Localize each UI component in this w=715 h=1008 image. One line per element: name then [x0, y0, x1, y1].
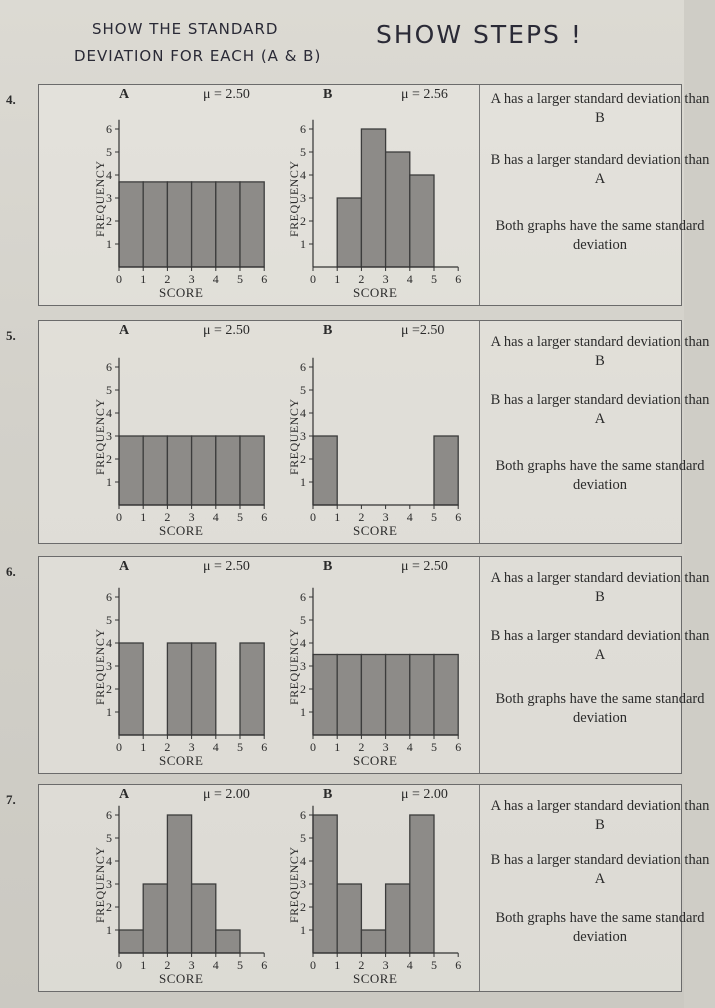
histogram-bar	[313, 815, 337, 953]
x-tick-label: 0	[310, 958, 316, 972]
histogram-bar	[434, 655, 458, 736]
y-tick-label: 6	[300, 808, 306, 822]
graph-mean: μ = 2.50	[401, 559, 448, 574]
y-axis-label: FREQUENCY	[287, 846, 301, 923]
histogram-bar	[240, 643, 264, 735]
histogram-a	[85, 321, 275, 543]
x-tick-label: 0	[310, 272, 316, 286]
x-tick-label: 4	[212, 272, 219, 286]
graph-mean: μ = 2.00	[203, 787, 250, 802]
y-tick-label: 6	[300, 122, 306, 136]
y-axis-label: FREQUENCY	[93, 628, 107, 705]
handwritten-note-show-steps: SHOW STEPS !	[376, 20, 583, 49]
y-tick-label: 4	[300, 854, 306, 868]
x-tick-label: 3	[382, 958, 389, 972]
histogram-bar	[119, 643, 143, 735]
x-tick-label: 2	[164, 272, 171, 286]
problem-7	[38, 784, 710, 992]
histogram-bar	[337, 198, 361, 267]
histogram-bar	[386, 655, 410, 736]
y-tick-label: 5	[106, 145, 112, 159]
y-tick-label: 4	[106, 636, 112, 650]
histogram-bar	[167, 815, 191, 953]
y-tick-label: 6	[106, 122, 112, 136]
y-tick-label: 4	[300, 636, 306, 650]
graph-mean: μ = 2.50	[203, 323, 250, 338]
x-tick-label: 2	[358, 958, 365, 972]
y-tick-label: 1	[106, 705, 112, 719]
x-tick-label: 3	[188, 272, 195, 286]
y-tick-label: 4	[106, 168, 112, 182]
x-tick-label: 4	[212, 958, 219, 972]
x-tick-label: 1	[140, 272, 147, 286]
y-axis-label: FREQUENCY	[93, 398, 107, 475]
histogram-svg	[85, 557, 275, 773]
histogram-bar	[192, 182, 216, 267]
x-tick-label: 3	[188, 510, 195, 524]
x-tick-label: 3	[382, 740, 389, 754]
x-tick-label: 6	[261, 272, 268, 286]
histogram-bar	[240, 436, 264, 505]
y-tick-label: 3	[300, 659, 306, 673]
x-tick-label: 4	[212, 510, 219, 524]
problem-number: 4.	[6, 92, 16, 107]
y-axis-label: FREQUENCY	[93, 846, 107, 923]
x-tick-label: 3	[188, 740, 195, 754]
x-axis-label: SCORE	[353, 753, 398, 768]
y-tick-label: 5	[106, 831, 112, 845]
histogram-b	[279, 557, 469, 773]
choice-b-larger: B has a larger standard deviation than A	[490, 392, 710, 427]
x-tick-label: 1	[140, 510, 147, 524]
graph-letter: A	[119, 559, 130, 574]
histogram-bar	[216, 930, 240, 953]
histogram-bar	[216, 182, 240, 267]
graph-letter: B	[323, 559, 333, 574]
x-axis-label: SCORE	[159, 523, 204, 538]
y-tick-label: 1	[300, 923, 306, 937]
problem-6	[38, 556, 710, 774]
histogram-bar	[337, 884, 361, 953]
histogram-bar	[192, 884, 216, 953]
x-tick-label: 3	[382, 510, 389, 524]
x-axis-label: SCORE	[159, 971, 204, 986]
graph-mean: μ = 2.50	[203, 87, 250, 102]
choice-same: Both graphs have the same standard deviation	[495, 218, 705, 253]
y-axis-label: FREQUENCY	[287, 398, 301, 475]
y-tick-label: 1	[300, 237, 306, 251]
handwritten-note-subtitle: DEVIATION FOR EACH (A & B)	[74, 47, 322, 65]
histogram-bar	[167, 182, 191, 267]
graph-mean: μ = 2.00	[401, 787, 448, 802]
problem-5	[38, 320, 710, 544]
x-tick-label: 5	[237, 510, 243, 524]
x-tick-label: 4	[406, 272, 413, 286]
y-tick-label: 1	[300, 475, 306, 489]
histogram-bar	[240, 182, 264, 267]
histogram-bar	[192, 436, 216, 505]
y-tick-label: 3	[300, 877, 306, 891]
problem-divider	[479, 557, 480, 773]
y-tick-label: 5	[300, 831, 306, 845]
graph-letter: B	[323, 87, 333, 102]
problem-number: 7.	[6, 792, 16, 807]
y-tick-label: 4	[106, 406, 112, 420]
x-tick-label: 6	[261, 958, 268, 972]
histogram-a	[85, 557, 275, 773]
x-tick-label: 3	[188, 958, 195, 972]
y-tick-label: 2	[300, 900, 306, 914]
y-tick-label: 5	[300, 145, 306, 159]
graph-mean: μ =2.50	[401, 323, 445, 338]
histogram-bar	[410, 175, 434, 267]
y-tick-label: 6	[300, 360, 306, 374]
x-tick-label: 2	[358, 740, 365, 754]
y-tick-label: 1	[106, 923, 112, 937]
choice-a-larger: A has a larger standard deviation than B	[490, 91, 710, 126]
choice-same: Both graphs have the same standard deviation	[495, 691, 705, 726]
x-axis-label: SCORE	[159, 753, 204, 768]
graph-letter: A	[119, 323, 130, 338]
problem-divider	[479, 785, 480, 991]
y-tick-label: 3	[300, 429, 306, 443]
x-tick-label: 5	[237, 958, 243, 972]
x-axis-label: SCORE	[353, 971, 398, 986]
y-tick-label: 6	[106, 360, 112, 374]
x-tick-label: 4	[406, 958, 413, 972]
histogram-a	[85, 85, 275, 305]
x-axis-label: SCORE	[159, 285, 204, 300]
histogram-svg	[85, 785, 275, 991]
x-axis-label: SCORE	[353, 523, 398, 538]
histogram-bar	[119, 182, 143, 267]
histogram-bar	[361, 655, 385, 736]
x-tick-label: 1	[140, 958, 147, 972]
graph-letter: A	[119, 87, 130, 102]
histogram-a	[85, 785, 275, 991]
y-tick-label: 3	[106, 191, 112, 205]
x-tick-label: 6	[455, 510, 462, 524]
x-tick-label: 0	[116, 272, 122, 286]
histogram-bar	[434, 436, 458, 505]
histogram-bar	[143, 182, 167, 267]
x-tick-label: 0	[310, 740, 316, 754]
histogram-svg	[279, 557, 469, 773]
y-axis-label: FREQUENCY	[287, 628, 301, 705]
histogram-bar	[313, 655, 337, 736]
problem-number: 6.	[6, 564, 16, 579]
graph-mean: μ = 2.56	[401, 87, 448, 102]
x-axis-label: SCORE	[353, 285, 398, 300]
y-tick-label: 2	[106, 900, 112, 914]
y-axis-label: FREQUENCY	[93, 160, 107, 237]
x-tick-label: 0	[116, 510, 122, 524]
y-tick-label: 2	[106, 214, 112, 228]
x-tick-label: 2	[164, 510, 171, 524]
histogram-svg	[279, 785, 469, 991]
y-tick-label: 2	[300, 682, 306, 696]
histogram-bar	[143, 884, 167, 953]
histogram-bar	[410, 815, 434, 953]
graph-letter: B	[323, 323, 333, 338]
x-tick-label: 5	[431, 272, 437, 286]
y-tick-label: 6	[106, 590, 112, 604]
x-tick-label: 1	[140, 740, 147, 754]
x-tick-label: 5	[431, 740, 437, 754]
x-tick-label: 3	[382, 272, 389, 286]
graph-letter: B	[323, 787, 333, 802]
x-tick-label: 6	[455, 740, 462, 754]
histogram-bar	[313, 436, 337, 505]
problem-divider	[479, 85, 480, 305]
histogram-bar	[216, 436, 240, 505]
choice-b-larger: B has a larger standard deviation than A	[490, 852, 710, 887]
problem-divider	[479, 321, 480, 543]
histogram-bar	[410, 655, 434, 736]
x-tick-label: 2	[358, 510, 365, 524]
y-tick-label: 5	[300, 383, 306, 397]
x-tick-label: 0	[116, 740, 122, 754]
x-tick-label: 2	[164, 740, 171, 754]
y-tick-label: 1	[300, 705, 306, 719]
histogram-b	[279, 321, 469, 543]
histogram-bar	[337, 655, 361, 736]
y-tick-label: 2	[300, 452, 306, 466]
y-tick-label: 5	[106, 613, 112, 627]
choice-same: Both graphs have the same standard deviation	[495, 458, 705, 493]
y-tick-label: 4	[300, 406, 306, 420]
x-tick-label: 0	[116, 958, 122, 972]
histogram-bar	[192, 643, 216, 735]
histogram-bar	[143, 436, 167, 505]
x-tick-label: 4	[212, 740, 219, 754]
y-tick-label: 4	[106, 854, 112, 868]
x-tick-label: 1	[334, 958, 341, 972]
x-tick-label: 2	[358, 272, 365, 286]
x-tick-label: 1	[334, 510, 341, 524]
y-tick-label: 1	[106, 475, 112, 489]
choice-a-larger: A has a larger standard deviation than B	[490, 798, 710, 833]
choice-b-larger: B has a larger standard deviation than A	[490, 152, 710, 187]
y-tick-label: 1	[106, 237, 112, 251]
y-tick-label: 6	[106, 808, 112, 822]
x-tick-label: 1	[334, 272, 341, 286]
y-tick-label: 6	[300, 590, 306, 604]
y-tick-label: 5	[300, 613, 306, 627]
y-tick-label: 5	[106, 383, 112, 397]
histogram-svg	[85, 321, 275, 543]
y-tick-label: 3	[300, 191, 306, 205]
histogram-bar	[119, 436, 143, 505]
histogram-svg	[85, 85, 275, 305]
x-tick-label: 5	[431, 958, 437, 972]
x-tick-label: 6	[455, 958, 462, 972]
histogram-svg	[279, 321, 469, 543]
x-tick-label: 0	[310, 510, 316, 524]
y-tick-label: 3	[106, 429, 112, 443]
y-tick-label: 3	[106, 877, 112, 891]
histogram-b	[279, 85, 469, 305]
y-tick-label: 2	[300, 214, 306, 228]
x-tick-label: 5	[237, 740, 243, 754]
choice-a-larger: A has a larger standard deviation than B	[490, 570, 710, 605]
x-tick-label: 6	[455, 272, 462, 286]
problem-4	[38, 84, 710, 306]
problem-number: 5.	[6, 328, 16, 343]
x-tick-label: 2	[164, 958, 171, 972]
choice-a-larger: A has a larger standard deviation than B	[490, 334, 710, 369]
y-axis-label: FREQUENCY	[287, 160, 301, 237]
x-tick-label: 1	[334, 740, 341, 754]
graph-mean: μ = 2.50	[203, 559, 250, 574]
choice-same: Both graphs have the same standard deviation	[495, 910, 705, 945]
histogram-svg	[279, 85, 469, 305]
graph-letter: A	[119, 787, 130, 802]
y-tick-label: 3	[106, 659, 112, 673]
y-tick-label: 4	[300, 168, 306, 182]
y-tick-label: 2	[106, 682, 112, 696]
handwritten-note-title: SHOW THE STANDARD	[92, 20, 279, 38]
x-tick-label: 5	[237, 272, 243, 286]
x-tick-label: 5	[431, 510, 437, 524]
x-tick-label: 6	[261, 510, 268, 524]
histogram-bar	[167, 643, 191, 735]
x-tick-label: 4	[406, 740, 413, 754]
x-tick-label: 4	[406, 510, 413, 524]
histogram-bar	[361, 930, 385, 953]
histogram-bar	[386, 152, 410, 267]
choice-b-larger: B has a larger standard deviation than A	[490, 628, 710, 663]
x-tick-label: 6	[261, 740, 268, 754]
histogram-bar	[386, 884, 410, 953]
histogram-bar	[167, 436, 191, 505]
histogram-bar	[361, 129, 385, 267]
histogram-bar	[119, 930, 143, 953]
y-tick-label: 2	[106, 452, 112, 466]
histogram-b	[279, 785, 469, 991]
